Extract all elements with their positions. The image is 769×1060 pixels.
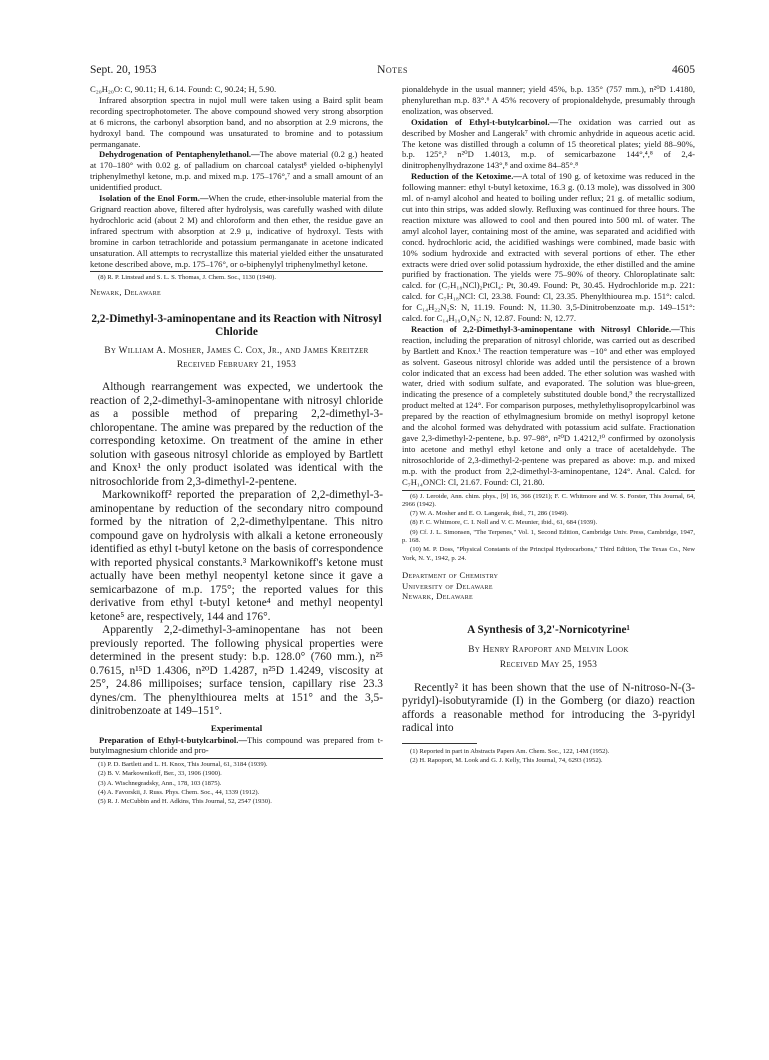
footnote-8b: (8) F. C. Whitmore, C. I. Noll and V. C. Meunier, ibid., 61, 684 (1939). <box>410 519 598 527</box>
footnote-4: (4) A. Favorskii, J. Russ. Phys. Chem. Soc., 44, 1339 (1912). <box>98 788 260 796</box>
footnote-1: (1) P. D. Bartlett and L. H. Knox, This Journal, 61, 3184 (1939). <box>98 761 268 769</box>
reaction-heading: Reaction of 2,2-Dimethyl-3-aminopentane with Nitrosyl Chloride.— <box>411 323 680 334</box>
isolation-heading: Isolation of the Enol Form.— <box>99 193 209 204</box>
received-date-1: Received February 21, 1953 <box>176 359 297 370</box>
dehydrogenation-text: The above material (0.2 g.) heated at 170–180° with 0.02 g. of palladium on charcoal catalyst⁸ yielded o-biphenylyl triphenylmethyl ketone, m.p. and mixed m.p. 175–176°,⁷ and a small amount of an unidentified product. <box>90 149 383 193</box>
article-title-aminopentane: 2,2-Dimethyl-3-aminopentane and its Reaction with Nitrosyl Chloride <box>91 312 382 339</box>
section-name: Notes <box>377 64 408 76</box>
footnote-divider-3 <box>402 490 695 491</box>
footnote-r1: (1) Reported in part in Abstracts Papers Am. Chem. Soc., 122, 14M (1952). <box>410 747 610 755</box>
dehydrogenation-paragraph <box>90 149 383 193</box>
footnote-divider <box>90 271 383 272</box>
footnote-divider-4 <box>402 743 477 744</box>
footnote-9: (9) Cf. J. L. Simonsen, "The Terpenes," Vol. 1, Second Edition, Cambridge Univ. Press, Cambridge, 1947, p. 168. <box>402 528 695 545</box>
reduction-paragraph <box>402 171 695 324</box>
oxidation-text: The oxidation was carried out as described by Mosher and Langerak⁷ with chromic anhydride in aqueous acetic acid. The ketone was distilled through a column of 15 theoretical plates; yield 88–90%, b.p. 125°,³ n²⁰D 1.4013, m.p. of semicarbazone 144°,⁴,⁸ of 2,4-dinitrophenylhydrazone 143°,⁸ and oxime 84–85°.⁸ <box>402 116 695 171</box>
footnote-7: (7) W. A. Mosher and E. O. Langerak, ibid., 71, 286 (1949). <box>410 510 569 518</box>
footnote-2: (2) B. V. Markownikoff, Ber., 33, 1906 (1900). <box>98 770 222 778</box>
infrared-paragraph: Infrared absorption spectra in nujol mull were taken using a Baird split beam recording spectrophotometer. The above compound showed very strong absorption at 6 microns, the carbonyl absorption band, and no absorption at 2.9 microns, the hydroxyl band. The compound was unsaturated to bromine and to potassium permanganate. <box>90 94 383 149</box>
experimental-heading: Experimental <box>210 722 263 733</box>
body-paragraph-3: Apparently 2,2-dimethyl-3-aminopentane has not been previously reported. The following physical properties were determined in the present study: b.p. 128.0° (760 mm.), n²⁵ 0.7615, n¹⁵D 1.4306, n²⁰D 1.4287, n²⁵D 1.4249, viscosity at 25°, 24.86 millipoises; surface tension, capillary rise 23.3 dynes/cm. The phenylthiourea melts at 151° and the 3,5-dinitrobenzoate at 149–151°. <box>90 624 383 718</box>
preparation-text: This compound was prepared from t-butylmagnesium chloride and pro- <box>90 734 383 756</box>
footnote-r2: (2) H. Rapoport, M. Look and G. J. Kelly, This Journal, 74, 6293 (1952). <box>410 756 603 764</box>
article-authors-mosher: By William A. Mosher, James C. Cox, Jr., and James Kreitzer <box>104 345 369 356</box>
reaction-paragraph <box>402 324 695 488</box>
article-authors-rapoport: By Henry Rapoport and Melvin Look <box>468 645 629 656</box>
footnote-8: (8) R. P. Linstead and S. L. S. Thomas, J. Chem. Soc., 1130 (1940). <box>98 274 277 282</box>
preparation-heading: Preparation of Ethyl-t-butylcarbinol.— <box>99 734 248 745</box>
oxidation-paragraph <box>402 117 695 172</box>
footnote-6: (6) J. Leroide, Ann. chim. phys., [9] 16, 366 (1921); F. C. Whitmore and W. S. Forster, This Journal, 64, 2966 (1942). <box>402 492 695 509</box>
page-number: 4605 <box>672 64 695 76</box>
footnote-5: (5) R. J. McCubbin and H. Adkins, This Journal, 52, 2547 (1930). <box>98 797 272 805</box>
footnote-3: (3) A. Wischnegradsky, Ann., 178, 103 (1875). <box>98 779 222 787</box>
isolation-text: When the crude, ether-insoluble material from the Grignard reaction above, filtered after hydrolysis, was carefully washed with dilute hydrochloric acid (about 2 M) and chloroform and then ether, the residue gave an infrared spectrum with absorption at 2.9 μ, indicative of hydroxyl. Tests with bromine in carbon tetrachloride and potassium permanganate in acetone indicated unsaturation. All attempts to recrystallize this material yielded either the unsaturated ketone described above, m.p. 175–176°, or o-biphenylyl triphenylmethyl ketone. <box>90 193 383 269</box>
address-department: Department of Chemistry <box>402 570 499 581</box>
address-university: University of Delaware <box>402 580 493 591</box>
preparation-paragraph <box>90 735 383 757</box>
received-date-2: Received May 25, 1953 <box>499 660 598 671</box>
continuation-paragraph: pionaldehyde in the usual manner; yield 45%, b.p. 135° (757 mm.), n²⁰D 1.4180, phenylurethan m.p. 83°.⁶ A 45% recovery of propionaldehyde, presumably through enolization, was observed. <box>402 84 695 116</box>
footnote-divider-2 <box>90 758 383 759</box>
journal-date: Sept. 20, 1953 <box>90 64 157 76</box>
body-paragraph-2: Markownikoff² reported the preparation of 2,2-dimethyl-3-aminopentane by reduction of the secondary nitro compound formed by the nitration of 2,2-dimethylpentane. This nitro compound gave on hydrolysis with alkali a ketone erroneously identified as ethyl t-butyl ketone on the basis of correspondence with reported physical constants.³ Markownikoff's ketone must actually have been methyl neopentyl ketone since it gave a semicarbazone of m.p. 175°; the reported values for this derivative from ethyl t-butyl ketone⁴ and methyl neopentyl ketone⁵ are, respectively, 144 and 176°. <box>90 489 383 623</box>
body-paragraph-rapoport: Recently² it has been shown that the use of N-nitroso-N-(3-pyridyl)-isobutyramide (I) in the Gomberg (or diazo) reaction affords a reasonable method for introducing the 3-pyridyl radical into <box>402 681 695 735</box>
article-title-nornicotyrine: A Synthesis of 3,2'-Nornicotyrine¹ <box>467 623 630 636</box>
reduction-text: A total of 190 g. of ketoxime was reduced in the following manner: ethyl t-butyl ketoxime, 16.3 g. (0.13 mole), was dissolved in 300 ml. of n-amyl alcohol and heated to boiling under reflux; 21 g. of metallic sodium, cut into thin strips, was added slowly. Refluxing was continued for three hours. The reaction mixture was allowed to cool and then poured into 500 ml. of water. The amyl alcohol layer, containing most of the amine, was separated and acidified with concd. hydrochloric acid, the acidified washings were combined, made basic with 10% sodium hydroxide and extracted with several portions of ether. The ether extracts were dried over solid potassium hydroxide, the ether distilled and the amine purified by fractionation. The yields were 75–90% of theory. Chloroplatinate salt: calcd. for (C₇H₁₈NCl)₂PtCl₄: Pt, 30.49. Found: Pt, 30.45. Hydrochloride m.p. 221: calcd. for C₇H₁₈NCl: Cl, 23.38. Found: Cl, 23.35. Phenylthiourea m.p. 151°: calcd. for C₁₄H₂₂N₂S: N, 11.19. Found: N, 11.30. 3,5-Dinitrobenzoate m.p. 149–151°: calcd. for C₁₄H₁₉O₄N₃: N, 12.87. Found: N, 12.77. <box>402 171 695 324</box>
reaction-text: This reaction, including the preparation of nitrosyl chloride, was carried out as described by Bartlett and Knox.¹ The reaction temperature was −10° and ether was employed as solvent. Gaseous nitrosyl chloride was added until the persistence of a brown color indicated that an excess had been added. The ether solution was washed with water, dried with sodium sulfate, and evaporated. The solution was blue-green, indicating the presence of a completely substituted double bond,⁹ the recrystallized product melted at 124°. For comparison purposes, methylethylisopropylcarbinol was prepared by the reaction of ethylmagnesium bromide on methyl isopropyl ketone and the alcohol formed was dehydrated with potassium acid sulfate. Fractionation gave 2,3-dimethyl-2-pentene, b.p. 97–98°, n²⁰D 1.4212,¹⁰ confirmed by ozonolysis into acetone and methyl ethyl ketone and only a trace of acetaldehyde. The nitrosochloride of 2,3-dimethyl-2-pentene was prepared as above: m.p. and mixed m.p. with the product from 2,2-dimethyl-3-aminopentane, 124°. Anal. Calcd. for C₇H₁₄ONCl: Cl, 21.67. Found: Cl, 21.80. <box>402 323 695 487</box>
address-newark: Newark, Delaware <box>90 287 162 298</box>
isolation-paragraph <box>90 193 383 269</box>
right-column <box>402 84 695 766</box>
oxidation-heading: Oxidation of Ethyl-t-butylcarbinol.— <box>411 116 559 127</box>
body-paragraph-1: Although rearrangement was expected, we undertook the reaction of 2,2-dimethyl-3-aminopentane with nitrosyl chloride as a possible method of preparing 2,2-dimethyl-3-chloropentane. The amine was prepared by the reduction of the corresponding ketoxime. On treatment of the amine in ether solution with gaseous nitrosyl chloride as employed by Bartlett and Knox¹ the only product isolated was identical with the nitrosochloride from 2,3-dimethyl-2-pentene. <box>90 381 383 488</box>
page-header <box>90 64 695 78</box>
left-column <box>90 84 383 807</box>
address-city: Newark, Delaware <box>402 591 474 602</box>
dehydrogenation-heading: Dehydrogenation of Pentaphenylethanol.— <box>99 149 260 160</box>
reduction-heading: Reduction of the Ketoxime.— <box>411 171 522 182</box>
analysis-line: C₂₀H₂₀O: C, 90.11; H, 6.14. Found: C, 90.24; H, 5.90. <box>90 84 277 94</box>
footnote-10: (10) M. P. Doss, "Physical Constants of the Principal Hydrocarbons," Third Edition, The Texas Co., New York, N. Y., 1942, p. 24. <box>402 546 695 563</box>
